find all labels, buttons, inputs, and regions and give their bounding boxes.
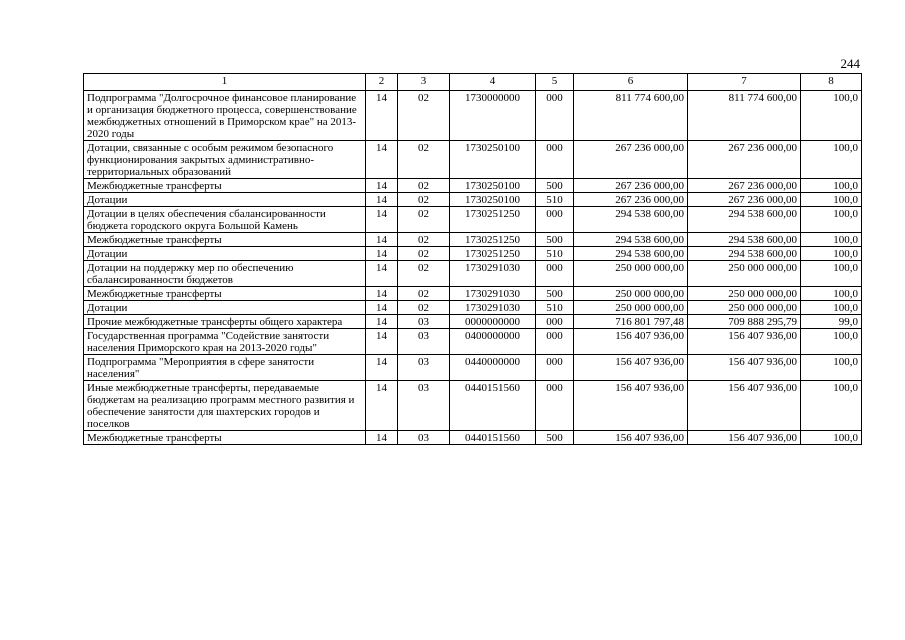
section-code: 14 [366,355,398,381]
target-item-code: 1730250100 [450,179,536,193]
table-row [84,315,862,329]
table-row [84,261,862,287]
target-item-code: 0440000000 [450,355,536,381]
expense-item-name: Дотации [84,247,366,261]
target-item-code: 1730250100 [450,141,536,179]
execution-percent: 100,0 [801,329,862,355]
target-item-code: 0400000000 [450,329,536,355]
target-item-code: 1730291030 [450,261,536,287]
expense-type-code: 500 [536,233,574,247]
execution-percent: 100,0 [801,247,862,261]
expense-type-code: 510 [536,247,574,261]
column-header: 7 [688,74,801,91]
executed-amount: 156 407 936,00 [688,355,801,381]
planned-amount: 156 407 936,00 [574,381,688,431]
section-code: 14 [366,193,398,207]
subsection-code: 02 [398,233,450,247]
expense-type-code: 500 [536,287,574,301]
expense-type-code: 510 [536,301,574,315]
execution-percent: 100,0 [801,233,862,247]
planned-amount: 267 236 000,00 [574,193,688,207]
executed-amount: 267 236 000,00 [688,141,801,179]
expense-type-code: 510 [536,193,574,207]
subsection-code: 03 [398,381,450,431]
planned-amount: 250 000 000,00 [574,301,688,315]
subsection-code: 03 [398,329,450,355]
planned-amount: 156 407 936,00 [574,355,688,381]
expense-item-name: Дотации в целях обеспечения сбалансированности бюджета городского округа Большой Камень [84,207,366,233]
expense-type-code: 500 [536,179,574,193]
subsection-code: 02 [398,301,450,315]
planned-amount: 250 000 000,00 [574,287,688,301]
execution-percent: 100,0 [801,141,862,179]
target-item-code: 1730291030 [450,301,536,315]
section-code: 14 [366,91,398,141]
expense-type-code: 000 [536,315,574,329]
executed-amount: 294 538 600,00 [688,247,801,261]
expense-item-name: Дотации, связанные с особым режимом безопасного функционирования закрытых административно-территориальных образований [84,141,366,179]
executed-amount: 156 407 936,00 [688,381,801,431]
expense-item-name: Дотации [84,193,366,207]
planned-amount: 811 774 600,00 [574,91,688,141]
page-number: 244 [840,56,860,71]
execution-percent: 99,0 [801,315,862,329]
expense-type-code: 000 [536,141,574,179]
table-row [84,381,862,431]
expense-type-code: 000 [536,355,574,381]
execution-percent: 100,0 [801,301,862,315]
target-item-code: 0440151560 [450,381,536,431]
subsection-code: 03 [398,355,450,381]
column-header: 5 [536,74,574,91]
section-code: 14 [366,287,398,301]
table-row [84,329,862,355]
subsection-code: 02 [398,91,450,141]
planned-amount: 294 538 600,00 [574,207,688,233]
execution-percent: 100,0 [801,91,862,141]
section-code: 14 [366,179,398,193]
section-code: 14 [366,381,398,431]
section-code: 14 [366,261,398,287]
section-code: 14 [366,431,398,445]
target-item-code: 1730291030 [450,287,536,301]
execution-percent: 100,0 [801,355,862,381]
expense-item-name: Прочие межбюджетные трансферты общего характера [84,315,366,329]
subsection-code: 02 [398,261,450,287]
subsection-code: 02 [398,141,450,179]
column-header: 1 [84,74,366,91]
section-code: 14 [366,247,398,261]
expense-item-name: Межбюджетные трансферты [84,287,366,301]
execution-percent: 100,0 [801,381,862,431]
executed-amount: 267 236 000,00 [688,193,801,207]
column-number-header-row [84,74,862,91]
table-row [84,141,862,179]
budget-table [83,73,862,445]
subsection-code: 03 [398,315,450,329]
expense-item-name: Подпрограмма "Мероприятия в сфере занятости населения" [84,355,366,381]
section-code: 14 [366,315,398,329]
executed-amount: 267 236 000,00 [688,179,801,193]
executed-amount: 250 000 000,00 [688,287,801,301]
section-code: 14 [366,301,398,315]
table-row [84,207,862,233]
planned-amount: 294 538 600,00 [574,247,688,261]
expense-item-name: Межбюджетные трансферты [84,179,366,193]
target-item-code: 1730251250 [450,247,536,261]
expense-type-code: 000 [536,261,574,287]
column-header: 6 [574,74,688,91]
table-row [84,287,862,301]
expense-item-name: Государственная программа "Содействие занятости населения Приморского края на 2013-2020 годы" [84,329,366,355]
execution-percent: 100,0 [801,287,862,301]
execution-percent: 100,0 [801,179,862,193]
execution-percent: 100,0 [801,261,862,287]
target-item-code: 1730251250 [450,207,536,233]
subsection-code: 02 [398,207,450,233]
expense-type-code: 000 [536,91,574,141]
table-row [84,179,862,193]
section-code: 14 [366,141,398,179]
table-row [84,193,862,207]
column-header: 2 [366,74,398,91]
subsection-code: 02 [398,247,450,261]
executed-amount: 294 538 600,00 [688,207,801,233]
planned-amount: 716 801 797,48 [574,315,688,329]
executed-amount: 156 407 936,00 [688,431,801,445]
section-code: 14 [366,207,398,233]
target-item-code: 0440151560 [450,431,536,445]
expense-item-name: Межбюджетные трансферты [84,431,366,445]
table-row [84,431,862,445]
expense-item-name: Межбюджетные трансферты [84,233,366,247]
expense-type-code: 000 [536,329,574,355]
executed-amount: 709 888 295,79 [688,315,801,329]
expense-item-name: Дотации на поддержку мер по обеспечению сбалансированности бюджетов [84,261,366,287]
expense-item-name: Дотации [84,301,366,315]
execution-percent: 100,0 [801,193,862,207]
execution-percent: 100,0 [801,207,862,233]
target-item-code: 1730251250 [450,233,536,247]
planned-amount: 250 000 000,00 [574,261,688,287]
table-row [84,301,862,315]
executed-amount: 294 538 600,00 [688,233,801,247]
target-item-code: 1730250100 [450,193,536,207]
table-row [84,91,862,141]
executed-amount: 250 000 000,00 [688,261,801,287]
target-item-code: 0000000000 [450,315,536,329]
subsection-code: 02 [398,179,450,193]
subsection-code: 02 [398,287,450,301]
section-code: 14 [366,329,398,355]
section-code: 14 [366,233,398,247]
planned-amount: 267 236 000,00 [574,141,688,179]
expense-item-name: Иные межбюджетные трансферты, передаваемые бюджетам на реализацию программ местного развития и обеспечение занятости для шахтерских городов и поселков [84,381,366,431]
column-header: 8 [801,74,862,91]
subsection-code: 02 [398,193,450,207]
target-item-code: 1730000000 [450,91,536,141]
executed-amount: 156 407 936,00 [688,329,801,355]
column-header: 4 [450,74,536,91]
execution-percent: 100,0 [801,431,862,445]
column-header: 3 [398,74,450,91]
executed-amount: 250 000 000,00 [688,301,801,315]
planned-amount: 156 407 936,00 [574,329,688,355]
table-row [84,233,862,247]
planned-amount: 267 236 000,00 [574,179,688,193]
expense-type-code: 000 [536,381,574,431]
subsection-code: 03 [398,431,450,445]
table-row [84,355,862,381]
table-row [84,247,862,261]
expense-type-code: 000 [536,207,574,233]
executed-amount: 811 774 600,00 [688,91,801,141]
planned-amount: 156 407 936,00 [574,431,688,445]
expense-type-code: 500 [536,431,574,445]
planned-amount: 294 538 600,00 [574,233,688,247]
expense-item-name: Подпрограмма "Долгосрочное финансовое планирование и организация бюджетного процесса, совершенствование межбюджетных отношений в Приморском крае" на 2013-2020 годы [84,91,366,141]
